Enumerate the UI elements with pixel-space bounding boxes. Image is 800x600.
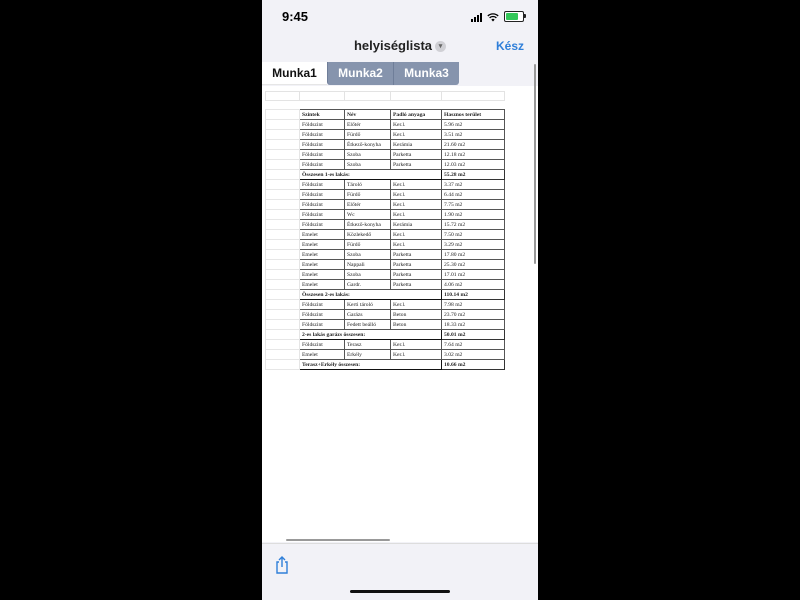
area-table (265, 109, 505, 370)
table-cell[interactable]: 7.64 m2 (442, 340, 505, 350)
row-gutter-cell[interactable] (266, 190, 300, 200)
row-gutter-cell[interactable] (266, 280, 300, 290)
table-row (266, 180, 505, 190)
table-header-row (266, 110, 505, 120)
subtotal-value[interactable]: 10.66 m2 (442, 360, 505, 370)
document-title: helyiséglista (353, 38, 433, 53)
table-cell[interactable]: 3.51 m2 (442, 130, 505, 140)
wifi-icon (487, 12, 499, 22)
row-gutter-cell[interactable] (266, 330, 300, 340)
table-cell[interactable]: Parketta (391, 250, 442, 260)
table-cell[interactable]: 23.70 m2 (442, 310, 505, 320)
status-time: 9:45 (282, 9, 309, 24)
table-cell[interactable]: Ker.l. (391, 130, 442, 140)
table-cell[interactable]: Fürdő (345, 190, 391, 200)
table-cell[interactable]: Parketta (391, 270, 442, 280)
subtotal-label[interactable]: Összesen 2-es lakás: (300, 290, 442, 300)
table-cell[interactable]: 6.44 m2 (442, 190, 505, 200)
column-header[interactable]: Szintek (300, 110, 345, 120)
table-row (266, 310, 505, 320)
bottom-toolbar (262, 543, 538, 600)
table-cell[interactable]: Ker.l. (391, 230, 442, 240)
table-cell[interactable]: Beton (391, 320, 442, 330)
table-cell[interactable]: Nappali (345, 260, 391, 270)
status-icons (471, 11, 524, 22)
column-header[interactable]: Padló anyaga (391, 110, 442, 120)
row-gutter-cell[interactable] (266, 340, 300, 350)
cellular-signal-icon (471, 12, 482, 22)
table-cell[interactable]: Előtér (345, 120, 391, 130)
table-cell[interactable]: Étkező-konyha (345, 140, 391, 150)
chevron-down-icon: ▾ (435, 41, 446, 52)
row-gutter-cell[interactable] (266, 170, 300, 180)
table-row (266, 130, 505, 140)
vertical-scrollbar[interactable] (534, 64, 536, 264)
row-gutter-cell[interactable] (266, 300, 300, 310)
row-gutter-cell[interactable] (266, 160, 300, 170)
status-bar (262, 0, 538, 34)
table-cell[interactable]: Kerámia (391, 220, 442, 230)
table-cell[interactable]: Erkély (345, 350, 391, 360)
table-cell[interactable]: Ker.l. (391, 180, 442, 190)
row-gutter-cell[interactable] (266, 290, 300, 300)
table-row (266, 270, 505, 280)
table-cell[interactable]: Kerti tároló (345, 300, 391, 310)
table-row (266, 260, 505, 270)
table-cell[interactable]: 4.06 m2 (442, 280, 505, 290)
table-cell[interactable]: Ker.l. (391, 350, 442, 360)
row-gutter-cell[interactable] (266, 240, 300, 250)
table-cell[interactable]: 12.18 m2 (442, 150, 505, 160)
table-cell[interactable]: Földszint (300, 200, 345, 210)
table-row (266, 210, 505, 220)
table-cell[interactable]: 7.98 m2 (442, 300, 505, 310)
table-row (266, 230, 505, 240)
table-cell[interactable]: Szoba (345, 150, 391, 160)
subtotal-value[interactable]: 55.28 m2 (442, 170, 505, 180)
table-cell[interactable]: 3.02 m2 (442, 350, 505, 360)
row-gutter-cell[interactable] (266, 130, 300, 140)
table-row (266, 160, 505, 170)
table-cell[interactable]: Földszint (300, 320, 345, 330)
row-gutter-cell[interactable] (266, 220, 300, 230)
table-cell[interactable]: 3.29 m2 (442, 240, 505, 250)
done-button[interactable]: Kész (495, 39, 524, 53)
row-gutter-cell[interactable] (266, 260, 300, 270)
subtotal-label[interactable]: Összesen 1-es lakás: (300, 170, 442, 180)
share-icon[interactable] (274, 556, 290, 574)
table-row (266, 300, 505, 310)
table-row (266, 220, 505, 230)
table-cell[interactable]: 1.90 m2 (442, 210, 505, 220)
table-cell[interactable]: 7.50 m2 (442, 230, 505, 240)
table-row (266, 190, 505, 200)
row-gutter-cell[interactable] (266, 250, 300, 260)
table-cell[interactable]: Ker.l. (391, 190, 442, 200)
table-cell[interactable]: Ker.l. (391, 340, 442, 350)
table-cell[interactable]: Földszint (300, 130, 345, 140)
row-gutter-cell[interactable] (266, 350, 300, 360)
table-cell[interactable]: Emelet (300, 230, 345, 240)
table-cell[interactable]: Földszint (300, 310, 345, 320)
table-cell[interactable]: Beton (391, 310, 442, 320)
row-gutter-cell[interactable] (266, 120, 300, 130)
table-cell[interactable]: 21.60 m2 (442, 140, 505, 150)
row-gutter-cell[interactable] (266, 200, 300, 210)
table-cell[interactable]: Fürdő (345, 240, 391, 250)
table-row (266, 320, 505, 330)
navigation-bar (262, 34, 538, 60)
table-cell[interactable]: Emelet (300, 350, 345, 360)
phone-screen (262, 0, 538, 600)
table-cell[interactable]: Parketta (391, 150, 442, 160)
column-header[interactable]: Hasznos terület (442, 110, 505, 120)
table-cell[interactable]: 3.37 m2 (442, 180, 505, 190)
table-cell[interactable]: Gardr. (345, 280, 391, 290)
row-gutter-cell[interactable] (266, 230, 300, 240)
table-cell[interactable]: Parketta (391, 260, 442, 270)
table-cell[interactable]: 12.03 m2 (442, 160, 505, 170)
row-gutter-cell[interactable] (266, 360, 300, 370)
table-cell[interactable]: Parketta (391, 160, 442, 170)
table-cell[interactable]: Emelet (300, 250, 345, 260)
row-gutter-cell[interactable] (266, 310, 300, 320)
table-row (266, 240, 505, 250)
subtotal-row (266, 170, 505, 180)
empty-grid-rows (265, 91, 512, 101)
home-indicator (350, 590, 450, 593)
row-gutter-cell[interactable] (266, 210, 300, 220)
table-cell[interactable]: Terasz (345, 340, 391, 350)
subtotal-row (266, 290, 505, 300)
table-cell[interactable]: Emelet (300, 280, 345, 290)
table-cell[interactable]: Ker.l. (391, 210, 442, 220)
row-gutter-cell[interactable] (266, 270, 300, 280)
subtotal-row (266, 330, 505, 340)
row-gutter-cell[interactable] (266, 110, 300, 120)
spreadsheet-view[interactable] (262, 86, 538, 542)
table-cell[interactable]: Parketta (391, 280, 442, 290)
row-gutter-cell[interactable] (266, 150, 300, 160)
table-row (266, 200, 505, 210)
subtotal-label[interactable]: 2-es lakás garázs összesen: (300, 330, 442, 340)
table-cell[interactable]: Földszint (300, 150, 345, 160)
table-row (266, 150, 505, 160)
table-cell[interactable]: 5.96 m2 (442, 120, 505, 130)
table-cell[interactable]: Szoba (345, 250, 391, 260)
subtotal-row (266, 360, 505, 370)
table-cell[interactable]: Ker.l. (391, 240, 442, 250)
table-cell[interactable]: 7.75 m2 (442, 200, 505, 210)
table-cell[interactable]: Garázs (345, 310, 391, 320)
table-cell[interactable]: Ker.l. (391, 300, 442, 310)
table-cell[interactable]: Szoba (345, 270, 391, 280)
row-gutter-cell[interactable] (266, 180, 300, 190)
table-cell[interactable]: Földszint (300, 220, 345, 230)
table-cell[interactable]: Emelet (300, 240, 345, 250)
table-cell[interactable]: Közlekedő (345, 230, 391, 240)
table-row (266, 350, 505, 360)
battery-icon (504, 11, 524, 22)
column-header[interactable]: Név (345, 110, 391, 120)
table-cell[interactable]: 25.30 m2 (442, 260, 505, 270)
tab-munka2[interactable]: Munka2 (327, 62, 393, 85)
table-cell[interactable]: Kerámia (391, 140, 442, 150)
table-cell[interactable]: Fedett beálló (345, 320, 391, 330)
table-cell[interactable]: Tároló (345, 180, 391, 190)
table-cell[interactable]: Földszint (300, 190, 345, 200)
table-row (266, 140, 505, 150)
table-cell[interactable]: Földszint (300, 340, 345, 350)
table-cell[interactable]: Földszint (300, 210, 345, 220)
row-gutter-cell[interactable] (266, 140, 300, 150)
table-cell[interactable]: Ker.l. (391, 120, 442, 130)
subtotal-value[interactable]: 110.14 m2 (442, 290, 505, 300)
table-cell[interactable]: Földszint (300, 160, 345, 170)
tab-munka1[interactable]: Munka1 (262, 62, 327, 85)
horizontal-scrollbar[interactable] (286, 539, 390, 541)
table-cell[interactable]: Előtér (345, 200, 391, 210)
table-cell[interactable]: Emelet (300, 270, 345, 280)
subtotal-value[interactable]: 50.01 m2 (442, 330, 505, 340)
subtotal-label[interactable]: Terasz+Erkély összesen: (300, 360, 442, 370)
table-row (266, 340, 505, 350)
table-row (266, 120, 505, 130)
table-cell[interactable]: 15.72 m2 (442, 220, 505, 230)
table-cell[interactable]: Földszint (300, 140, 345, 150)
table-cell[interactable]: Szoba (345, 160, 391, 170)
sheet-tabs (262, 62, 538, 86)
table-cell[interactable]: Földszint (300, 120, 345, 130)
row-gutter-cell[interactable] (266, 320, 300, 330)
table-cell[interactable]: Fürdő (345, 130, 391, 140)
table-cell[interactable]: Wc (345, 210, 391, 220)
table-cell[interactable]: Ker.l. (391, 200, 442, 210)
tab-munka3[interactable]: Munka3 (393, 62, 459, 85)
table-cell[interactable]: Földszint (300, 300, 345, 310)
table-cell[interactable]: 17.80 m2 (442, 250, 505, 260)
table-cell[interactable]: 17.01 m2 (442, 270, 505, 280)
table-cell[interactable]: Földszint (300, 180, 345, 190)
table-cell[interactable]: Étkező-konyha (345, 220, 391, 230)
table-row (266, 280, 505, 290)
table-cell[interactable]: 18.33 m2 (442, 320, 505, 330)
table-cell[interactable]: Emelet (300, 260, 345, 270)
table-row (266, 250, 505, 260)
